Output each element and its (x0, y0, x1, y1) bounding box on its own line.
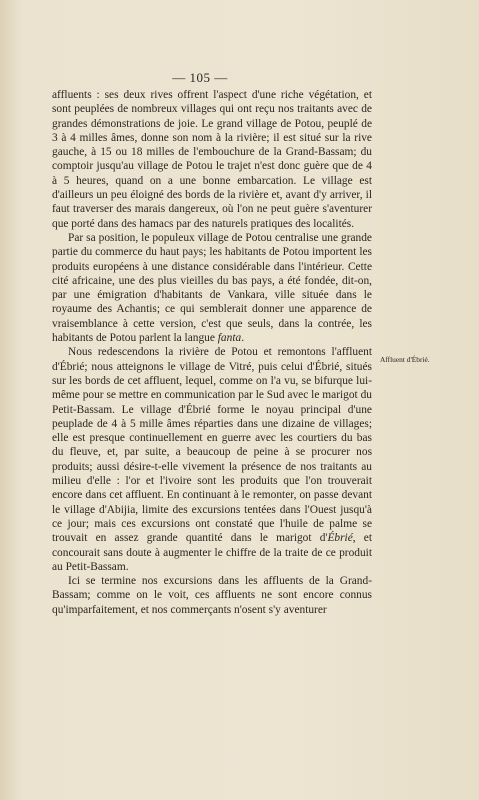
body-text (52, 88, 372, 617)
margin-note: Affluent d'Ébrié. (380, 355, 430, 364)
paragraph-1 (52, 88, 372, 231)
paragraph-3 (52, 345, 372, 574)
text-segment: Nous redescendons la rivière de Potou et remontons l'affluent d'Ébrié; nous atteignons le village de Vitré, puis celui d'Ébrié, situés sur les bords de cet affluent, lequel, comme on l'a vu, se bifurque lui-même pour se mettre en communication par le Sud avec le marigot du Petit-Bassam. Le village d'Ébrié forme le noyau principal d'une peuplade de 4 à 5 mille âmes réparties dans une dizaine de villages; elle est presque continuellement en guerre avec les courtiers du bas du fleuve, et, par suite, a beaucoup de peine à se procurer nos produits; aussi désire-t-elle vivement la présence de nos traitants au milieu d'elle : l'or et l'ivoire sont les produits que l'on trouverait encore dans cet affluent. En continuant à le remonter, on passe devant le village d'Abijia, limite des excursions tentées dans l'Ouest jusqu'à ce jour; mais ces excursions ont constaté que l'huile de palme se trouvait en assez grande quantité dans le marigot d' (52, 346, 372, 545)
italic-term-ebrie: Ébrié (327, 532, 353, 545)
text-segment: , et concourait sans doute à augmenter le chiffre de la traite de ce produit au Petit-Bassam. (52, 532, 372, 573)
text-segment: Ici se termine nos excursions dans les affluents de la Grand-Bassam; comme on le voit, ces affluents ne sont encore connus qu'imparfaitement, et nos commerçants n'osent s'y aventurer (52, 575, 372, 616)
paragraph-4 (52, 574, 372, 617)
text-segment: affluents : ses deux rives offrent l'aspect d'une riche végétation, et sont peuplées de nombreux villages qui ont reçu nos traitants avec de grandes démonstrations de joie. Le grand village de Potou, peuplé de 3 à 4 milles âmes, donne son nom à la rivière; il est situé sur la rive gauche, à 15 ou 18 milles de l'embouchure de la Grand-Bassam; du comptoir jusqu'au village de Potou le trajet n'est donc guère que de 4 à 5 heures, quand on a une bonne embarcation. Le village est d'ailleurs un peu éloigné des bords de la rivière et, avant d'y arriver, il faut traverser des marais dangereux, où l'on ne peut guère s'aventurer que porté dans des hamacs par des naturels pratiques des localités. (52, 89, 372, 230)
text-segment: . (241, 332, 245, 345)
page-number: — 105 — (172, 70, 228, 85)
text-segment: Par sa position, le populeux village de Potou centralise une grande partie du commerce du haut pays; les habitants de Potou importent les produits européens à une distance considérable dans l'intérieur. Cette cité africaine, une des plus vieilles du bas pays, a été fondée, dit-on, par une émigration d'habitants de Vankara, ville située dans le royaume des Achantis; ce qui semblerait donner une apparence de vraisemblance à cette version, c'est que seuls, dans la contrée, les habitants de Potou parlent la langue (52, 231, 372, 345)
paragraph-2 (52, 231, 372, 345)
italic-term-fanta: fanta (217, 332, 242, 345)
